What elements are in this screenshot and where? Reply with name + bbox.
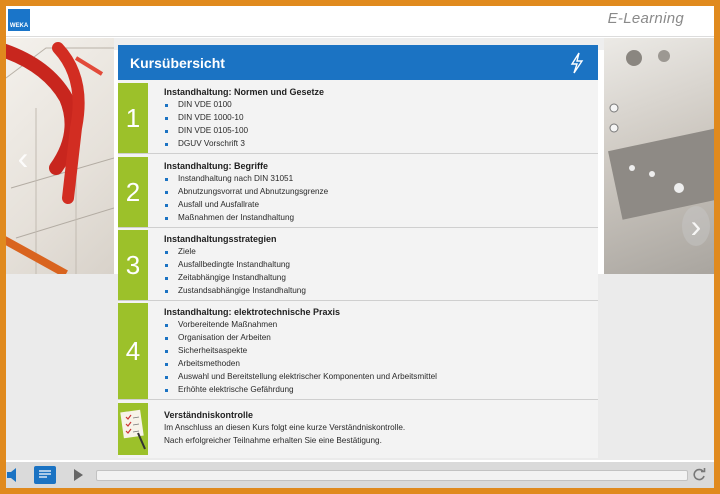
speaker-icon[interactable] bbox=[6, 466, 20, 484]
topic-item: Ausfall und Ausfallrate bbox=[164, 199, 328, 212]
topic-item: Auswahl und Bereitstellung elektrischer Komponenten und Arbeitsmittel bbox=[164, 371, 437, 384]
topic-item: Arbeitsmethoden bbox=[164, 358, 437, 371]
chapter-content bbox=[164, 161, 328, 225]
panel-header bbox=[118, 45, 598, 80]
chapter-row-4[interactable] bbox=[118, 303, 598, 400]
topic-item: Zustandsabhängige Instandhaltung bbox=[164, 285, 306, 298]
chapter-number: 4 bbox=[118, 303, 148, 399]
chapter-row-1[interactable] bbox=[118, 83, 598, 154]
topic-item: Instandhaltung nach DIN 31051 bbox=[164, 173, 328, 186]
checklist-icon bbox=[118, 403, 148, 455]
quiz-content bbox=[164, 410, 405, 447]
play-icon[interactable] bbox=[70, 466, 86, 484]
chapter-title: Instandhaltung: elektrotechnische Praxis bbox=[164, 307, 341, 317]
background-image-right bbox=[604, 38, 714, 274]
background-image-left bbox=[6, 38, 114, 274]
weka-logo bbox=[8, 9, 30, 31]
chapter-title: Instandhaltungsstrategien bbox=[164, 234, 277, 244]
topic-item: Maßnahmen der Instandhaltung bbox=[164, 212, 328, 225]
topic-item: Erhöhte elektrische Gefährdung bbox=[164, 384, 437, 397]
chapter-number: 2 bbox=[118, 157, 148, 227]
chapter-title: Instandhaltung: Begriffe bbox=[164, 161, 268, 171]
topic-item: DIN VDE 0100 bbox=[164, 99, 324, 112]
prev-arrow-icon[interactable]: ‹ bbox=[17, 139, 29, 176]
chapter-number: 3 bbox=[118, 230, 148, 300]
lightning-icon bbox=[570, 52, 584, 79]
product-title: E-Learning bbox=[607, 10, 684, 27]
replay-icon[interactable] bbox=[690, 466, 708, 484]
progress-bar[interactable] bbox=[96, 470, 688, 481]
quiz-row[interactable] bbox=[118, 403, 598, 458]
player-controls bbox=[6, 462, 714, 488]
topic-item: DIN VDE 0105-100 bbox=[164, 125, 324, 138]
topic-item: Ausfallbedingte Instandhaltung bbox=[164, 259, 306, 272]
topic-item: Sicherheitsaspekte bbox=[164, 345, 437, 358]
topic-list bbox=[164, 319, 437, 396]
topic-item: Zeitabhängige Instandhaltung bbox=[164, 272, 306, 285]
topic-item: Organisation der Arbeiten bbox=[164, 332, 437, 345]
topic-list bbox=[164, 99, 324, 151]
quiz-title: Verständniskontrolle bbox=[164, 410, 254, 420]
chapter-number: 1 bbox=[118, 83, 148, 153]
chapter-row-2[interactable] bbox=[118, 157, 598, 228]
panel-title: Kursübersicht bbox=[130, 55, 225, 71]
course-overview-panel bbox=[118, 45, 598, 458]
transcript-icon[interactable] bbox=[34, 466, 56, 484]
quiz-text-line: Nach erfolgreicher Teilnahme erhalten Sie eine Bestätigung. bbox=[164, 435, 382, 445]
chapter-content bbox=[164, 87, 324, 151]
header-divider bbox=[6, 36, 714, 37]
topic-item: Vorbereitende Maßnahmen bbox=[164, 319, 437, 332]
chapter-content bbox=[164, 234, 306, 298]
chapter-content bbox=[164, 307, 437, 396]
logo-text: WEKA bbox=[9, 23, 29, 29]
topic-item: DIN VDE 1000-10 bbox=[164, 112, 324, 125]
chapter-row-3[interactable] bbox=[118, 230, 598, 301]
topic-item: Ziele bbox=[164, 246, 306, 259]
topic-list bbox=[164, 173, 328, 225]
topic-item: Abnutzungsvorrat und Abnutzungsgrenze bbox=[164, 186, 328, 199]
topic-list bbox=[164, 246, 306, 298]
topic-item: DGUV Vorschrift 3 bbox=[164, 138, 324, 151]
next-arrow-icon[interactable]: › bbox=[682, 206, 710, 246]
player-frame bbox=[6, 6, 714, 488]
chapter-title: Instandhaltung: Normen und Gesetze bbox=[164, 87, 325, 97]
quiz-text-line: Im Anschluss an diesen Kurs folgt eine kurze Verständniskontrolle. bbox=[164, 423, 406, 432]
